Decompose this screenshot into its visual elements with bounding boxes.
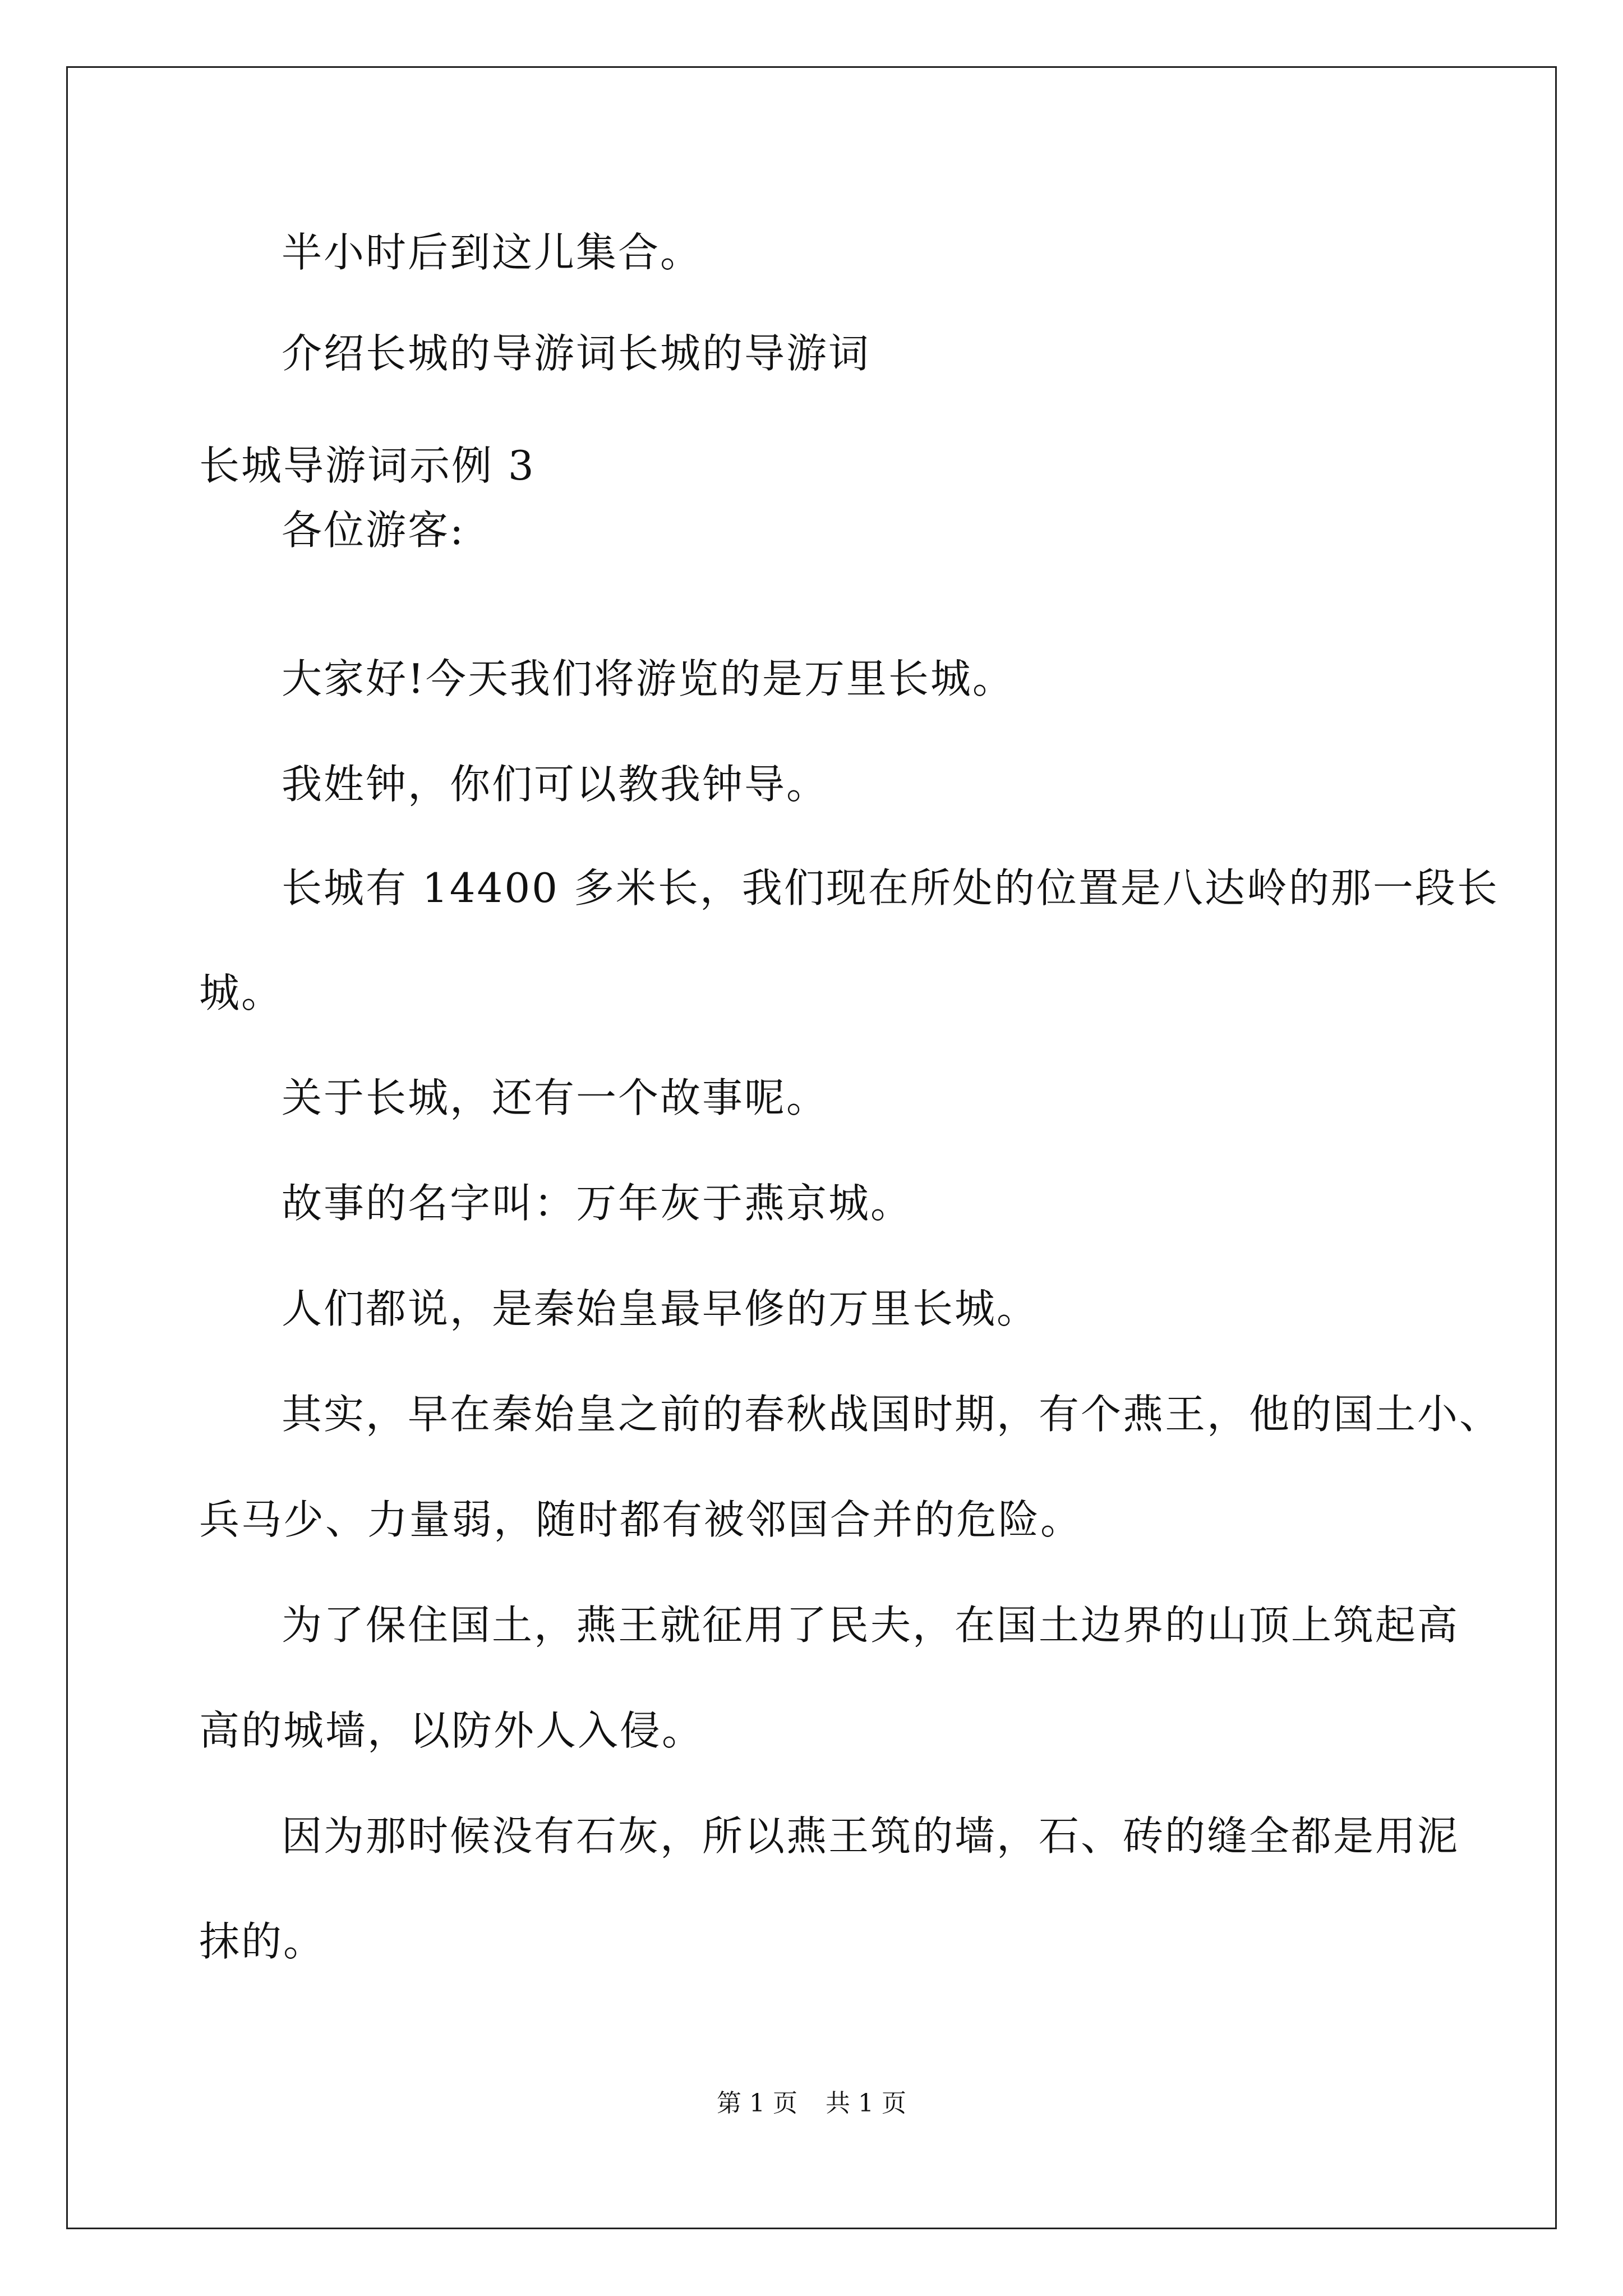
- page-footer: [0, 2087, 1623, 2120]
- text-line: 我姓钟，你们可以教我钟导。: [282, 761, 829, 808]
- text-line: 高的城墙，以防外人入侵。: [199, 1707, 704, 1754]
- page-number: 第 1 页: [717, 2089, 797, 2118]
- text-line: 人们都说，是秦始皇最早修的万里长城。: [282, 1285, 1039, 1332]
- text-line: 关于长城，还有一个故事呢。: [282, 1074, 829, 1121]
- text-line: 兵马少、力量弱，随时都有被邻国合并的危险。: [199, 1496, 1083, 1543]
- text-line: 各位游客:: [282, 507, 465, 554]
- section-heading: 长城导游词示例 3: [199, 442, 536, 489]
- text-line: 故事的名字叫：万年灰于燕京城。: [282, 1180, 913, 1227]
- text-line: 大家好!今天我们将游览的是万里长城。: [282, 655, 1015, 702]
- text-line: 介绍长城的导游词长城的导游词: [282, 330, 871, 377]
- text-line: 其实，早在秦始皇之前的春秋战国时期，有个燕王，他的国土小、: [282, 1391, 1502, 1438]
- text-line: 半小时后到这儿集合。: [282, 229, 703, 276]
- text-line: 因为那时候没有石灰，所以燕王筑的墙，石、砖的缝全都是用泥: [282, 1812, 1460, 1860]
- text-line: 为了保住国土，燕王就征用了民夫，在国土边界的山顶上筑起高: [282, 1602, 1460, 1649]
- page-border: [66, 66, 1557, 2229]
- text-line: 城。: [199, 969, 284, 1016]
- page-total: 共 1 页: [826, 2089, 906, 2118]
- text-line: 长城有 14400 多米长，我们现在所处的位置是八达岭的那一段长: [282, 864, 1499, 912]
- text-line: 抹的。: [199, 1918, 326, 1965]
